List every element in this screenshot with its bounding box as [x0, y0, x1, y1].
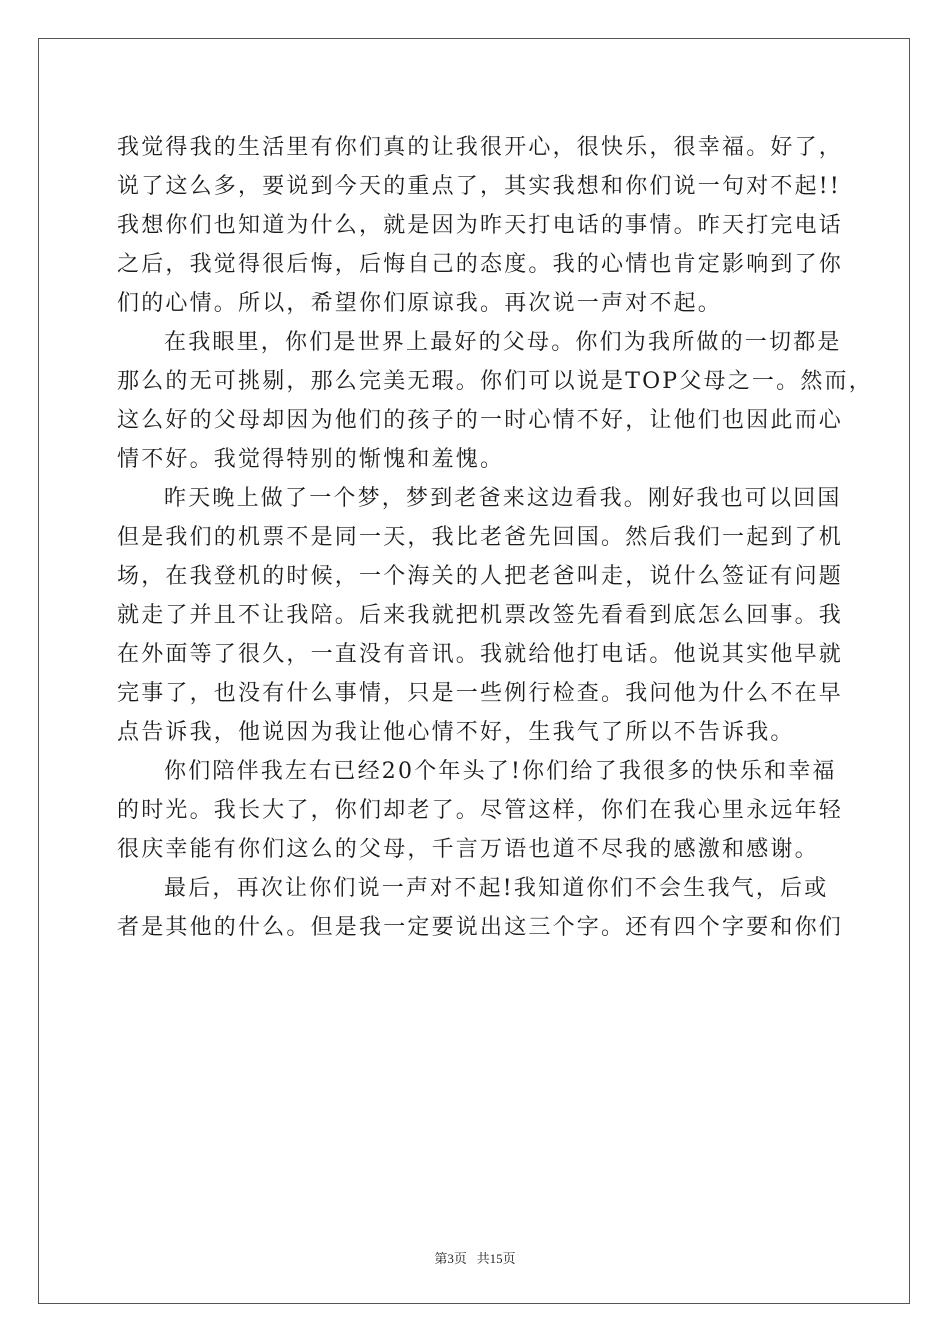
text-line: 最后，再次让你们说一声对不起!我知道你们不会生我气，后或: [164, 876, 829, 901]
document-body: [117, 128, 873, 947]
text-line: 们的心情。所以，希望你们原谅我。再次说一声对不起。: [117, 291, 723, 316]
text-line: 那么的无可挑剔，那么完美无瑕。你们可以说是TOP父母之一。然而，: [117, 369, 873, 394]
paragraph: [117, 869, 844, 947]
paragraph: [117, 323, 873, 479]
paragraph: [117, 752, 844, 869]
text-line: 你们陪伴我左右已经20个年头了!你们给了我很多的快乐和幸福: [164, 759, 837, 784]
text-line: 说了这么多，要说到今天的重点了，其实我想和你们说一句对不起!!: [117, 174, 841, 199]
paragraph: [117, 128, 844, 323]
text-line: 昨天晚上做了一个梦，梦到老爸来这边看我。刚好我也可以回国: [164, 486, 842, 511]
paragraph: [117, 479, 844, 752]
text-line: 之后，我觉得很后悔，后悔自己的态度。我的心情也肯定影响到了你: [117, 252, 844, 277]
text-line: 场，在我登机的时候，一个海关的人把老爸叫走，说什么签证有问题: [117, 564, 844, 589]
text-line: 就走了并且不让我陪。后来我就把机票改签先看看到底怎么回事。我: [117, 603, 844, 628]
text-line: 完事了，也没有什么事情，只是一些例行检查。我问他为什么不在早: [117, 681, 844, 706]
page-total: 共15页: [476, 1251, 516, 1266]
text-line: 这么好的父母却因为他们的孩子的一时心情不好，让他们也因此而心: [117, 408, 844, 433]
text-line: 在外面等了很久，一直没有音讯。我就给他打电话。他说其实他早就: [117, 642, 844, 667]
text-line: 我想你们也知道为什么，就是因为昨天打电话的事情。昨天打完电话: [117, 213, 844, 238]
text-line: 我觉得我的生活里有你们真的让我很开心，很快乐，很幸福。好了，: [117, 135, 844, 160]
text-line: 者是其他的什么。但是我一定要说出这三个字。还有四个字要和你们: [117, 915, 844, 940]
text-line: 点告诉我，他说因为我让他心情不好，生我气了所以不告诉我。: [117, 720, 795, 745]
text-line: 但是我们的机票不是同一天，我比老爸先回国。然后我们一起到了机: [117, 525, 844, 550]
text-line: 的时光。我长大了，你们却老了。尽管这样，你们在我心里永远年轻: [117, 798, 844, 823]
text-line: 在我眼里，你们是世界上最好的父母。你们为我所做的一切都是: [164, 330, 842, 355]
page-footer: [0, 1248, 950, 1267]
text-line: 情不好。我觉得特别的惭愧和羞愧。: [117, 447, 505, 472]
page-number: 第3页: [434, 1251, 467, 1266]
text-line: 很庆幸能有你们这么的父母，千言万语也道不尽我的感激和感谢。: [117, 837, 819, 862]
